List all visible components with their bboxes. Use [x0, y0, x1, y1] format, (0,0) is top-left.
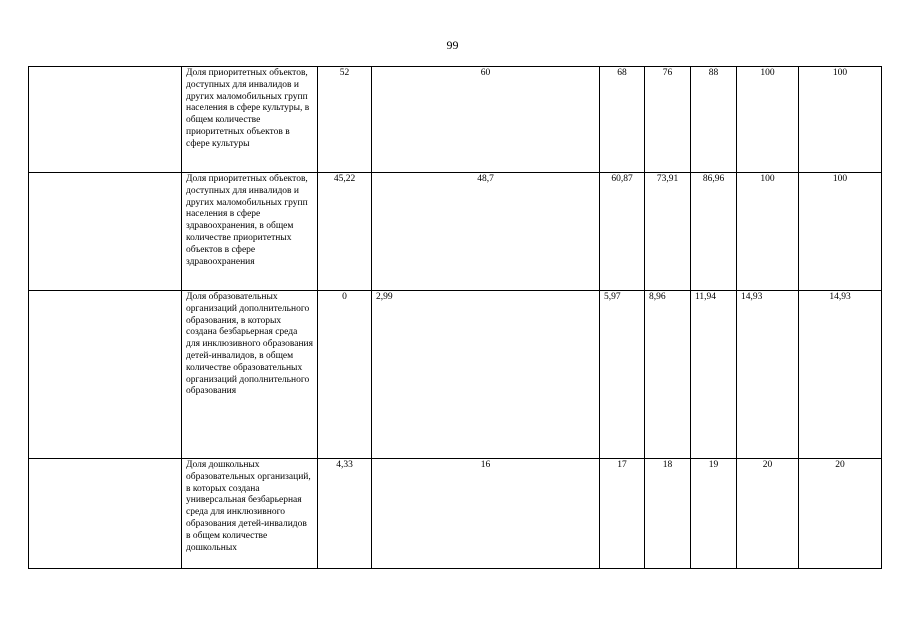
value-cell: 68 [600, 67, 645, 173]
page-number: 99 [446, 38, 459, 52]
value-cell: 16 [372, 459, 600, 569]
indicators-table [28, 66, 882, 569]
value-cell: 2,99 [372, 291, 600, 459]
indicator-name: Доля дошкольных образовательных организаций, в которых создана универсальная безбарьерная среда для инклюзивного образования детей-инвалидов в общем количестве дошкольных [182, 459, 318, 569]
indicator-name: Доля образовательных организаций дополнительного образования, в которых создана безбарьерная среда для инклюзивного образования детей-инвалидов, в общем количестве образовательных организаций дополнительного образования [182, 291, 318, 459]
indicator-name: Доля приоритетных объектов, доступных для инвалидов и других маломобильных групп населения в сфере культуры, в общем количестве приоритетных объектов в сфере культуры [182, 67, 318, 173]
value-cell: 14,93 [799, 291, 882, 459]
value-cell: 76 [645, 67, 691, 173]
empty-cell [29, 67, 182, 173]
value-cell: 20 [737, 459, 799, 569]
empty-cell [29, 291, 182, 459]
value-cell: 19 [691, 459, 737, 569]
value-cell: 88 [691, 67, 737, 173]
value-cell: 100 [799, 173, 882, 291]
value-cell: 60,87 [600, 173, 645, 291]
value-cell: 100 [799, 67, 882, 173]
value-cell: 4,33 [318, 459, 372, 569]
table-row [29, 459, 882, 569]
value-cell: 14,93 [737, 291, 799, 459]
value-cell: 86,96 [691, 173, 737, 291]
table-row [29, 291, 882, 459]
value-cell: 0 [318, 291, 372, 459]
value-cell: 100 [737, 67, 799, 173]
indicator-name: Доля приоритетных объектов, доступных для инвалидов и других маломобильных групп населения в сфере здравоохранения, в общем количестве приоритетных объектов в сфере здравоохранения [182, 173, 318, 291]
empty-cell [29, 459, 182, 569]
value-cell: 11,94 [691, 291, 737, 459]
value-cell: 8,96 [645, 291, 691, 459]
empty-cell [29, 173, 182, 291]
value-cell: 18 [645, 459, 691, 569]
value-cell: 73,91 [645, 173, 691, 291]
value-cell: 17 [600, 459, 645, 569]
value-cell: 100 [737, 173, 799, 291]
value-cell: 45,22 [318, 173, 372, 291]
value-cell: 52 [318, 67, 372, 173]
value-cell: 20 [799, 459, 882, 569]
value-cell: 48,7 [372, 173, 600, 291]
table-row [29, 67, 882, 173]
value-cell: 60 [372, 67, 600, 173]
value-cell: 5,97 [600, 291, 645, 459]
table-row [29, 173, 882, 291]
